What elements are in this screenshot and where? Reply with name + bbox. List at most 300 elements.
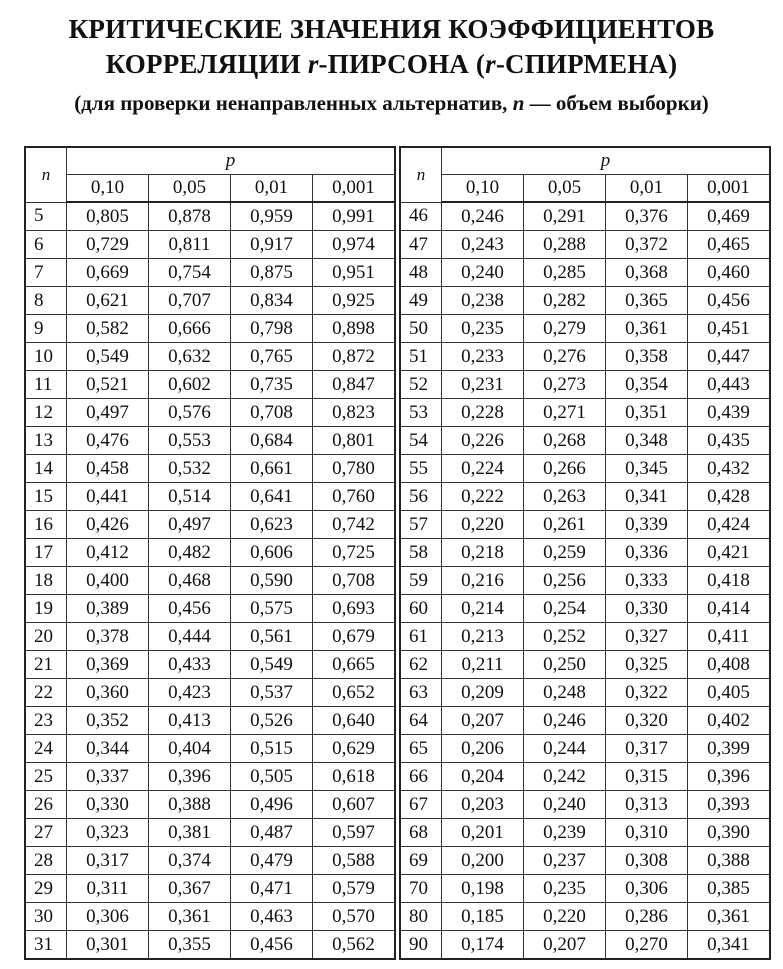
critical-value-cell: 0,575: [231, 595, 313, 623]
critical-value-cell: 0,388: [688, 847, 771, 875]
critical-value-cell: 0,252: [524, 623, 606, 651]
critical-value-cell: 0,240: [524, 791, 606, 819]
table-row: [400, 202, 770, 231]
critical-value-cell: 0,239: [524, 819, 606, 847]
critical-value-cell: 0,237: [524, 847, 606, 875]
critical-value-cell: 0,411: [688, 623, 771, 651]
critical-value-cell: 0,228: [442, 399, 524, 427]
critical-value-cell: 0,185: [442, 903, 524, 931]
critical-value-cell: 0,259: [524, 539, 606, 567]
critical-value-cell: 0,393: [688, 791, 771, 819]
critical-value-cell: 0,729: [67, 231, 149, 259]
critical-value-cell: 0,246: [524, 707, 606, 735]
table-row: [25, 231, 395, 259]
critical-value-cell: 0,735: [231, 371, 313, 399]
page-title-line-2: [0, 47, 783, 82]
sample-size-cell: 18: [25, 567, 67, 595]
critical-value-cell: 0,282: [524, 287, 606, 315]
critical-value-cell: 0,443: [688, 371, 771, 399]
sample-size-cell: 62: [400, 651, 442, 679]
p-value-header: 0,05: [524, 175, 606, 203]
title-text: КРИТИЧЕСКИЕ ЗНАЧЕНИЯ КОЭФФИЦИЕНТОВ: [68, 14, 715, 44]
critical-value-cell: 0,798: [231, 315, 313, 343]
page-title-line-1: [0, 0, 783, 47]
subtitle-n-symbol: n: [512, 91, 525, 115]
sample-size-cell: 68: [400, 819, 442, 847]
sample-size-cell: 49: [400, 287, 442, 315]
sample-size-cell: 9: [25, 315, 67, 343]
critical-value-cell: 0,725: [313, 539, 396, 567]
critical-value-cell: 0,367: [149, 875, 231, 903]
critical-value-cell: 0,354: [606, 371, 688, 399]
critical-value-cell: 0,801: [313, 427, 396, 455]
table-row: [25, 371, 395, 399]
critical-value-cell: 0,198: [442, 875, 524, 903]
table-row: [25, 202, 395, 231]
critical-value-cell: 0,460: [688, 259, 771, 287]
p-value-header: 0,001: [688, 175, 771, 203]
critical-value-cell: 0,238: [442, 287, 524, 315]
sample-size-cell: 12: [25, 399, 67, 427]
table-row: [400, 931, 770, 960]
table-row: [400, 231, 770, 259]
critical-value-cell: 0,207: [524, 931, 606, 960]
sample-size-cell: 50: [400, 315, 442, 343]
subtitle-text: (для проверки ненаправленных альтернатив,: [74, 91, 513, 115]
critical-value-cell: 0,780: [313, 455, 396, 483]
critical-value-cell: 0,549: [67, 343, 149, 371]
table-row: [400, 623, 770, 651]
critical-value-cell: 0,204: [442, 763, 524, 791]
critical-value-cell: 0,597: [313, 819, 396, 847]
critical-value-cell: 0,414: [688, 595, 771, 623]
table-row: [25, 763, 395, 791]
critical-value-cell: 0,496: [231, 791, 313, 819]
sample-size-cell: 69: [400, 847, 442, 875]
critical-value-cell: 0,505: [231, 763, 313, 791]
sample-size-cell: 31: [25, 931, 67, 960]
critical-value-cell: 0,374: [149, 847, 231, 875]
critical-value-cell: 0,811: [149, 231, 231, 259]
critical-value-cell: 0,220: [524, 903, 606, 931]
sample-size-cell: 25: [25, 763, 67, 791]
sample-size-cell: 10: [25, 343, 67, 371]
critical-value-cell: 0,576: [149, 399, 231, 427]
critical-value-cell: 0,244: [524, 735, 606, 763]
sample-size-cell: 14: [25, 455, 67, 483]
critical-value-cell: 0,515: [231, 735, 313, 763]
critical-value-cell: 0,235: [442, 315, 524, 343]
sample-size-cell: 13: [25, 427, 67, 455]
critical-value-cell: 0,951: [313, 259, 396, 287]
critical-value-cell: 0,206: [442, 735, 524, 763]
critical-value-cell: 0,235: [524, 875, 606, 903]
sample-size-cell: 23: [25, 707, 67, 735]
critical-value-cell: 0,214: [442, 595, 524, 623]
table-row: [25, 847, 395, 875]
critical-value-cell: 0,330: [67, 791, 149, 819]
critical-value-cell: 0,463: [231, 903, 313, 931]
critical-value-cell: 0,325: [606, 651, 688, 679]
critical-value-cell: 0,878: [149, 202, 231, 231]
table-row: [400, 763, 770, 791]
critical-value-cell: 0,242: [524, 763, 606, 791]
critical-value-cell: 0,339: [606, 511, 688, 539]
critical-value-cell: 0,268: [524, 427, 606, 455]
critical-value-cell: 0,562: [313, 931, 396, 960]
critical-value-cell: 0,322: [606, 679, 688, 707]
sample-size-cell: 66: [400, 763, 442, 791]
sample-size-cell: 56: [400, 483, 442, 511]
critical-value-cell: 0,974: [313, 231, 396, 259]
critical-value-cell: 0,341: [688, 931, 771, 960]
table-row: [400, 511, 770, 539]
critical-value-cell: 0,250: [524, 651, 606, 679]
table-row: [400, 819, 770, 847]
critical-value-cell: 0,276: [524, 343, 606, 371]
critical-value-cell: 0,412: [67, 539, 149, 567]
critical-value-cell: 0,553: [149, 427, 231, 455]
title-r-symbol: r: [485, 49, 496, 79]
sample-size-cell: 70: [400, 875, 442, 903]
critical-value-cell: 0,323: [67, 819, 149, 847]
table-row: [400, 791, 770, 819]
sample-size-cell: 29: [25, 875, 67, 903]
critical-value-cell: 0,640: [313, 707, 396, 735]
critical-value-cell: 0,224: [442, 455, 524, 483]
critical-value-cell: 0,458: [67, 455, 149, 483]
table-row: [25, 735, 395, 763]
table-row: [25, 259, 395, 287]
critical-value-cell: 0,526: [231, 707, 313, 735]
critical-value-cell: 0,320: [606, 707, 688, 735]
critical-value-cell: 0,351: [606, 399, 688, 427]
sample-size-cell: 67: [400, 791, 442, 819]
title-text: КОРРЕЛЯЦИИ: [105, 49, 308, 79]
table-row: [25, 707, 395, 735]
critical-value-cell: 0,465: [688, 231, 771, 259]
critical-value-cell: 0,834: [231, 287, 313, 315]
critical-value-cell: 0,760: [313, 483, 396, 511]
critical-value-cell: 0,352: [67, 707, 149, 735]
critical-value-cell: 0,402: [688, 707, 771, 735]
critical-value-cell: 0,222: [442, 483, 524, 511]
critical-value-cell: 0,469: [688, 202, 771, 231]
table-row: [400, 315, 770, 343]
critical-value-cell: 0,479: [231, 847, 313, 875]
table-row: [25, 343, 395, 371]
critical-value-cell: 0,959: [231, 202, 313, 231]
critical-value-cell: 0,368: [606, 259, 688, 287]
critical-value-cell: 0,209: [442, 679, 524, 707]
critical-value-cell: 0,632: [149, 343, 231, 371]
sample-size-cell: 80: [400, 903, 442, 931]
critical-value-cell: 0,376: [606, 202, 688, 231]
critical-value-cell: 0,476: [67, 427, 149, 455]
critical-value-cell: 0,341: [606, 483, 688, 511]
table-row: [400, 287, 770, 315]
critical-value-cell: 0,582: [67, 315, 149, 343]
sample-size-cell: 48: [400, 259, 442, 287]
critical-value-cell: 0,570: [313, 903, 396, 931]
sample-size-cell: 15: [25, 483, 67, 511]
critical-value-cell: 0,451: [688, 315, 771, 343]
critical-value-cell: 0,286: [606, 903, 688, 931]
critical-value-cell: 0,317: [606, 735, 688, 763]
critical-value-cell: 0,514: [149, 483, 231, 511]
critical-value-cell: 0,991: [313, 202, 396, 231]
critical-value-cell: 0,220: [442, 511, 524, 539]
critical-value-cell: 0,707: [149, 287, 231, 315]
table-row: [25, 455, 395, 483]
sample-size-cell: 27: [25, 819, 67, 847]
sample-size-cell: 52: [400, 371, 442, 399]
critical-value-cell: 0,306: [606, 875, 688, 903]
critical-value-cell: 0,424: [688, 511, 771, 539]
critical-value-cell: 0,285: [524, 259, 606, 287]
critical-value-cell: 0,317: [67, 847, 149, 875]
table-row: [25, 819, 395, 847]
sample-size-cell: 60: [400, 595, 442, 623]
critical-value-cell: 0,291: [524, 202, 606, 231]
critical-value-cell: 0,378: [67, 623, 149, 651]
critical-value-cell: 0,404: [149, 735, 231, 763]
table-row: [400, 903, 770, 931]
table-row: [400, 539, 770, 567]
critical-value-cell: 0,898: [313, 315, 396, 343]
critical-value-cell: 0,256: [524, 567, 606, 595]
critical-value-cell: 0,418: [688, 567, 771, 595]
critical-value-cell: 0,358: [606, 343, 688, 371]
critical-value-cell: 0,211: [442, 651, 524, 679]
critical-value-cell: 0,240: [442, 259, 524, 287]
critical-value-cell: 0,174: [442, 931, 524, 960]
table-row: [25, 539, 395, 567]
critical-value-cell: 0,226: [442, 427, 524, 455]
table-row: [25, 483, 395, 511]
critical-value-cell: 0,588: [313, 847, 396, 875]
critical-value-cell: 0,348: [606, 427, 688, 455]
table-row: [25, 287, 395, 315]
critical-value-cell: 0,216: [442, 567, 524, 595]
critical-value-cell: 0,399: [688, 735, 771, 763]
sample-size-cell: 64: [400, 707, 442, 735]
critical-value-cell: 0,426: [67, 511, 149, 539]
sample-size-cell: 65: [400, 735, 442, 763]
critical-value-cell: 0,482: [149, 539, 231, 567]
sample-size-cell: 22: [25, 679, 67, 707]
critical-value-cell: 0,369: [67, 651, 149, 679]
critical-value-cell: 0,248: [524, 679, 606, 707]
critical-value-cell: 0,428: [688, 483, 771, 511]
critical-value-cell: 0,254: [524, 595, 606, 623]
critical-value-cell: 0,306: [67, 903, 149, 931]
critical-value-cell: 0,271: [524, 399, 606, 427]
critical-value-cell: 0,623: [231, 511, 313, 539]
p-value-header: 0,01: [606, 175, 688, 203]
sample-size-cell: 19: [25, 595, 67, 623]
sample-size-cell: 8: [25, 287, 67, 315]
table-row: [25, 651, 395, 679]
table-row: [400, 595, 770, 623]
critical-value-cell: 0,872: [313, 343, 396, 371]
critical-value-cell: 0,433: [149, 651, 231, 679]
critical-value-cell: 0,337: [67, 763, 149, 791]
table-row: [400, 735, 770, 763]
critical-value-cell: 0,444: [149, 623, 231, 651]
sample-size-cell: 30: [25, 903, 67, 931]
table-row: [25, 399, 395, 427]
sample-size-cell: 59: [400, 567, 442, 595]
sample-size-cell: 90: [400, 931, 442, 960]
critical-value-cell: 0,390: [688, 819, 771, 847]
critical-value-cell: 0,607: [313, 791, 396, 819]
critical-value-cell: 0,669: [67, 259, 149, 287]
critical-value-cell: 0,441: [67, 483, 149, 511]
critical-value-cell: 0,497: [149, 511, 231, 539]
critical-value-cell: 0,361: [606, 315, 688, 343]
critical-value-cell: 0,396: [149, 763, 231, 791]
sample-size-cell: 58: [400, 539, 442, 567]
critical-value-cell: 0,925: [313, 287, 396, 315]
critical-value-cell: 0,468: [149, 567, 231, 595]
critical-value-cell: 0,606: [231, 539, 313, 567]
sample-size-cell: 47: [400, 231, 442, 259]
sample-size-cell: 54: [400, 427, 442, 455]
critical-value-cell: 0,602: [149, 371, 231, 399]
sample-size-cell: 16: [25, 511, 67, 539]
sample-size-cell: 28: [25, 847, 67, 875]
critical-value-cell: 0,708: [231, 399, 313, 427]
critical-value-cell: 0,917: [231, 231, 313, 259]
table-row: [25, 875, 395, 903]
critical-value-cell: 0,408: [688, 651, 771, 679]
critical-value-cell: 0,471: [231, 875, 313, 903]
subtitle: [0, 88, 783, 118]
sample-size-cell: 6: [25, 231, 67, 259]
sample-size-cell: 53: [400, 399, 442, 427]
critical-value-cell: 0,413: [149, 707, 231, 735]
table-row: [25, 427, 395, 455]
sample-size-cell: 51: [400, 343, 442, 371]
critical-value-cell: 0,423: [149, 679, 231, 707]
critical-value-cell: 0,684: [231, 427, 313, 455]
critical-value-cell: 0,233: [442, 343, 524, 371]
critical-value-cell: 0,405: [688, 679, 771, 707]
table-row: [25, 791, 395, 819]
critical-value-cell: 0,361: [688, 903, 771, 931]
critical-value-cell: 0,456: [688, 287, 771, 315]
critical-value-cell: 0,666: [149, 315, 231, 343]
sample-size-cell: 21: [25, 651, 67, 679]
subtitle-text: — объем выборки): [524, 91, 709, 115]
critical-value-cell: 0,487: [231, 819, 313, 847]
critical-value-cell: 0,621: [67, 287, 149, 315]
critical-value-cell: 0,665: [313, 651, 396, 679]
critical-value-cell: 0,201: [442, 819, 524, 847]
sample-size-cell: 24: [25, 735, 67, 763]
p-value-header: 0,001: [313, 175, 396, 203]
critical-value-cell: 0,330: [606, 595, 688, 623]
table-row: [25, 595, 395, 623]
sample-size-cell: 61: [400, 623, 442, 651]
table-row: [400, 707, 770, 735]
critical-value-cell: 0,590: [231, 567, 313, 595]
critical-values-table-right: [399, 146, 771, 960]
sample-size-cell: 63: [400, 679, 442, 707]
critical-value-cell: 0,360: [67, 679, 149, 707]
table-row: [400, 875, 770, 903]
critical-value-cell: 0,261: [524, 511, 606, 539]
critical-value-cell: 0,579: [313, 875, 396, 903]
critical-value-cell: 0,327: [606, 623, 688, 651]
table-row: [400, 371, 770, 399]
table-row: [400, 455, 770, 483]
critical-value-cell: 0,641: [231, 483, 313, 511]
critical-value-cell: 0,532: [149, 455, 231, 483]
sample-size-cell: 57: [400, 511, 442, 539]
critical-value-cell: 0,388: [149, 791, 231, 819]
table-row: [25, 315, 395, 343]
critical-value-cell: 0,456: [231, 931, 313, 960]
critical-value-cell: 0,301: [67, 931, 149, 960]
sample-size-cell: 26: [25, 791, 67, 819]
critical-value-cell: 0,805: [67, 202, 149, 231]
critical-value-cell: 0,246: [442, 202, 524, 231]
table-row: [400, 399, 770, 427]
table-row: [400, 651, 770, 679]
critical-value-cell: 0,365: [606, 287, 688, 315]
title-r-symbol: r: [307, 49, 319, 79]
sample-size-cell: 17: [25, 539, 67, 567]
critical-value-cell: 0,389: [67, 595, 149, 623]
critical-value-cell: 0,288: [524, 231, 606, 259]
critical-value-cell: 0,243: [442, 231, 524, 259]
critical-value-cell: 0,708: [313, 567, 396, 595]
critical-value-cell: 0,279: [524, 315, 606, 343]
critical-value-cell: 0,311: [67, 875, 149, 903]
critical-value-cell: 0,344: [67, 735, 149, 763]
critical-value-cell: 0,439: [688, 399, 771, 427]
critical-value-cell: 0,345: [606, 455, 688, 483]
critical-value-cell: 0,549: [231, 651, 313, 679]
critical-value-cell: 0,652: [313, 679, 396, 707]
critical-value-cell: 0,661: [231, 455, 313, 483]
p-value-header: 0,10: [442, 175, 524, 203]
critical-value-cell: 0,742: [313, 511, 396, 539]
title-text: -СПИРМЕНА): [495, 49, 678, 79]
p-header: p: [67, 147, 396, 175]
sample-size-cell: 7: [25, 259, 67, 287]
critical-values-table-left: [24, 146, 396, 960]
critical-value-cell: 0,618: [313, 763, 396, 791]
critical-value-cell: 0,200: [442, 847, 524, 875]
critical-value-cell: 0,333: [606, 567, 688, 595]
table-row: [25, 567, 395, 595]
critical-value-cell: 0,400: [67, 567, 149, 595]
table-row: [400, 259, 770, 287]
critical-value-cell: 0,308: [606, 847, 688, 875]
critical-value-cell: 0,203: [442, 791, 524, 819]
critical-value-cell: 0,435: [688, 427, 771, 455]
critical-value-cell: 0,765: [231, 343, 313, 371]
table-row: [400, 679, 770, 707]
p-value-header: 0,05: [149, 175, 231, 203]
n-header: n: [25, 147, 67, 202]
critical-value-cell: 0,561: [231, 623, 313, 651]
critical-value-cell: 0,421: [688, 539, 771, 567]
table-row: [25, 623, 395, 651]
